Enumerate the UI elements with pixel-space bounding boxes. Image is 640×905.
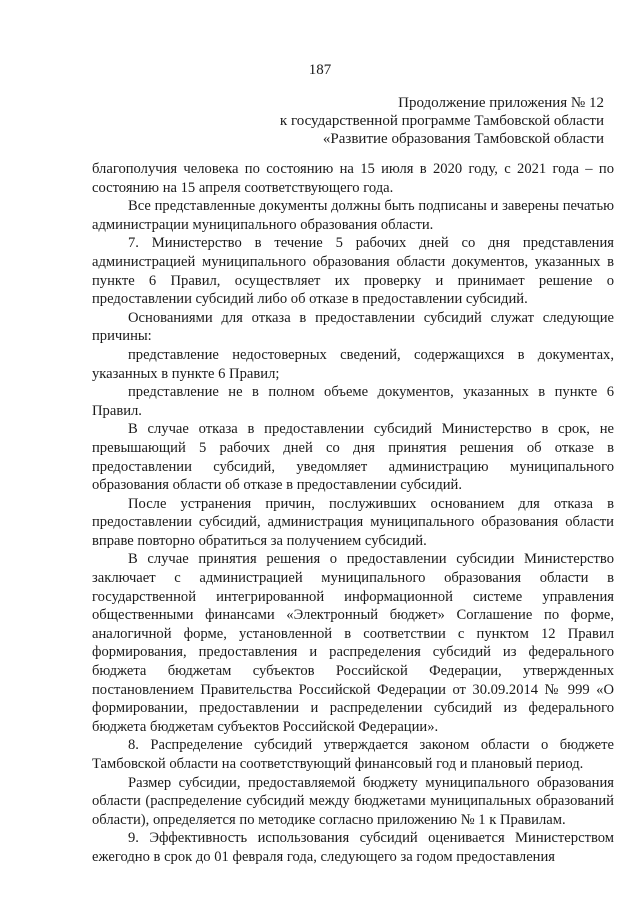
header-line-2: к государственной программе Тамбовской области <box>279 113 604 129</box>
page-number: 187 <box>308 62 332 78</box>
appendix-header <box>224 94 604 148</box>
paragraph: После устранения причин, послуживших основанием для отказа в предоставлении субсидий, администрация муниципального образования области вправе повторно обратиться за получением субсидий. <box>92 495 614 549</box>
paragraph-section-8: 8. Распределение субсидий утверждается законом области о бюджете Тамбовской области на соответствующий финансовый год и плановый период. <box>92 737 614 772</box>
paragraph: Основаниями для отказа в предоставлении субсидий служат следующие причины: <box>92 309 614 345</box>
header-line-1: Продолжение приложения № 12 <box>398 95 604 111</box>
paragraph-section-9: 9. Эффективность использования субсидий оценивается Министерством ежегодно в срок до 01 февраля года, следующего за годом предоставления <box>92 830 614 865</box>
paragraph: Все представленные документы должны быть подписаны и заверены печатью администрации муниципального образования области. <box>92 198 614 233</box>
paragraph: Размер субсидии, предоставляемой бюджету муниципального образования области (распределение субсидий между бюджетами муниципальных образований области), определяется по методике согласно приложению № 1 к Правилам. <box>92 774 614 828</box>
header-line-3: «Развитие образования Тамбовской области <box>322 131 604 147</box>
paragraph: благополучия человека по состоянию на 15 июля в 2020 году, с 2021 года – по состоянию на 15 апреля соответствующего года. <box>92 161 614 196</box>
paragraph: В случае отказа в предоставлении субсидий Министерство в срок, не превышающий 5 рабочих дней со дня принятия решения об отказе в предоставлении субсидий, уведомляет администрацию муниципального образования области об отказе в предоставлении субсидий. <box>92 421 614 494</box>
paragraph-section-7: 7. Министерство в течение 5 рабочих дней со дня представления администрацией муниципального образования области документов, указанных в пункте 6 Правил, осуществляет их проверку и принимает решение о предоставлении субсидий либо об отказе в предоставлении субсидий. <box>92 235 614 308</box>
paragraph: представление недостоверных сведений, содержащихся в документах, указанных в пункте 6 Правил; <box>92 346 614 382</box>
document-body <box>92 160 614 867</box>
paragraph: В случае принятия решения о предоставлении субсидии Министерство заключает с администрацией муниципального образования области в государственной интегрированной информационной системе управления общественными финансами «Электронный бюджет» Соглашение по форме, аналогичной форме, установленной в соответствии с пунктом 12 Правил формирования, предоставления и распределения субсидий из федерального бюджета бюджетам субъектов Российской Федерации, утвержденных постановлением Правительства Российской Федерации от 30.09.2014 № 999 «О формировании, предоставлении и распределении субсидий из федерального бюджета бюджетам субъектов Российской Федерации». <box>92 551 614 735</box>
paragraph: представление не в полном объеме документов, указанных в пункте 6 Правил. <box>92 384 614 419</box>
